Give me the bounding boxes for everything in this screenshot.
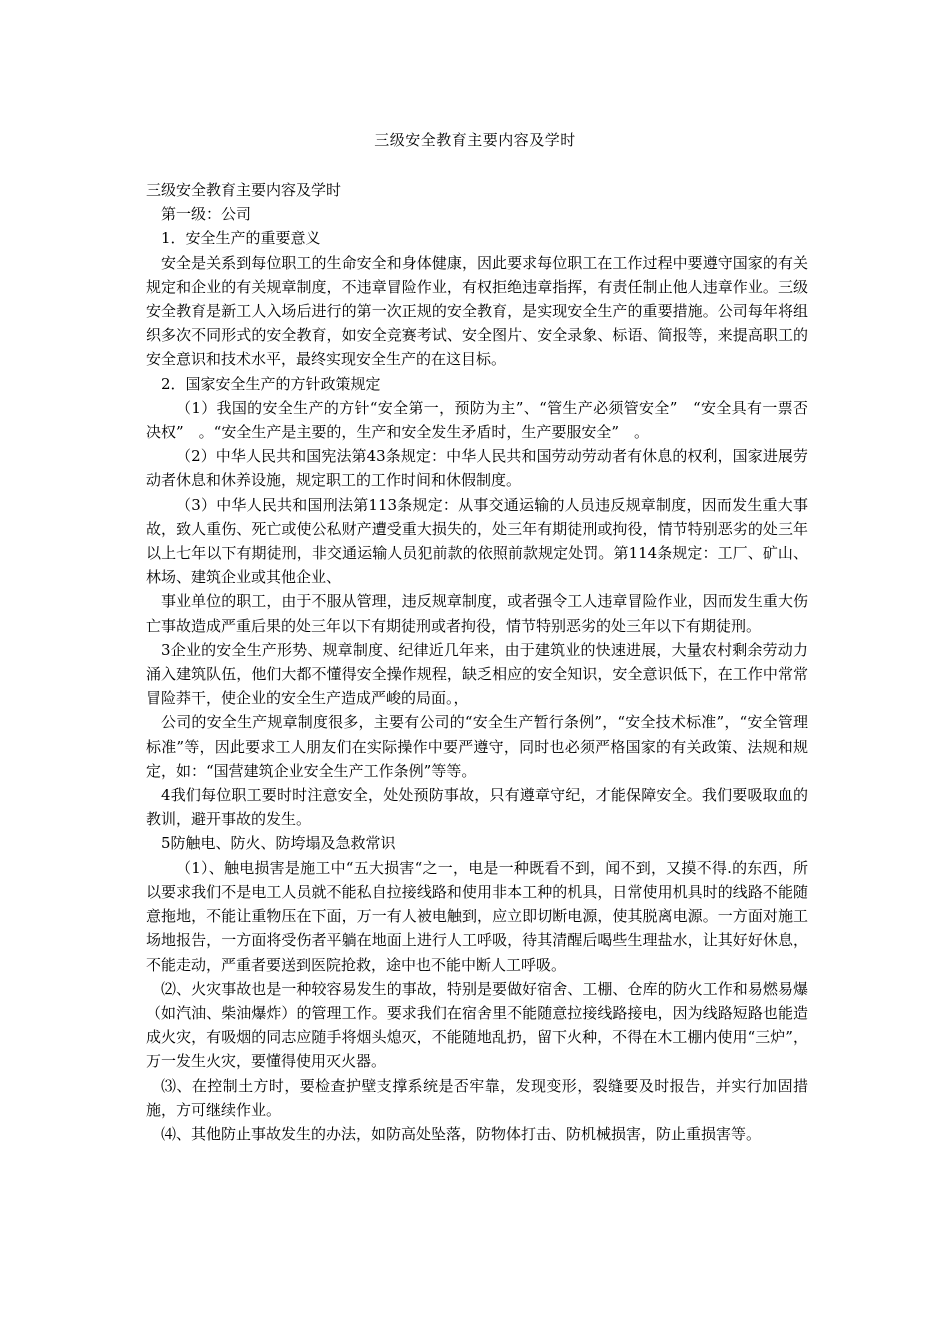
paragraph-policy-2: （2）中华人民共和国宪法第43条规定：中华人民共和国劳动劳动者有休息的权利，国家进展劳动者休息和休养设施，规定职工的工作时间和休假制度。 [146, 447, 808, 490]
paragraph-section-1: 1．安全生产的重要意义 [161, 229, 321, 248]
paragraph-other-prevention: ⑷、其他防止事故发生的办法，如防高处坠落，防物体打击、防机械损害，防止重损害等。 [161, 1124, 762, 1143]
paragraph-policy-3-cont: 事业单位的职工，由于不服从管理，违反规章制度，或者强令工人违章冒险作业，因而发生重大伤亡事故造成严重后果的处三年以下有期徒刑或者拘役，情节特别恶劣的处三年以下有期徒刑。 [146, 592, 808, 635]
paragraph-section-3: 3企业的安全生产形势、规章制度、纪律近几年来，由于建筑业的快速进展，大量农村剩余劳动力涌入建筑队伍，他们大都不懂得安全操作规程，缺乏相应的安全知识，安全意识低下，在工作中常常冒险莽干，使企业的安全生产造成严峻的局面。， [146, 640, 808, 708]
paragraph-level-one: 第一级：公司 [161, 205, 252, 224]
document-title: 三级安全教育主要内容及学时 [374, 131, 576, 149]
paragraph-heading: 三级安全教育主要内容及学时 [146, 181, 342, 199]
paragraph-fire: ⑵、火灾事故也是一种较容易发生的事故，特别是要做好宿舍、工棚、仓库的防火工作和易燃易爆（如汽油、柴油爆炸）的管理工作。要求我们在宿舍里不能随意拉接线路接电，因为线路短路也能造成火灾，有吸烟的同志应随手将烟头熄灭，不能随地乱扔，留下火种，不得在木工棚内使用“三炉”，万一发生火灾，要懂得使用灭火器。 [146, 979, 808, 1071]
document-body [146, 178, 808, 1146]
paragraph-electric-shock: （1）、触电损害是施工中“五大损害“之一，电是一种既看不到，闻不到，又摸不得.的东西，所以要求我们不是电工人员就不能私自拉接线路和使用非本工种的机具，日常使用机具时的线路不能随意拖地，不能让重物压在下面，万一有人被电触到，应立即切断电源，使其脱离电源。一方面对施工场地报告，一方面将受伤者平躺在地面上进行人工呼吸，待其清醒后喝些生理盐水，让其好好休息，不能走动，严重者要送到医院抢救，途中也不能中断人工呼吸。 [146, 858, 808, 974]
paragraph-section-2: 2．国家安全生产的方针政策规定 [161, 374, 381, 393]
paragraph-safety-importance: 安全是关系到每位职工的生命安全和身体健康，因此要求每位职工在工作过程中要遵守国家的有关规定和企业的有关规章制度，不违章冒险作业，有权拒绝违章指挥，有责任制止他人违章作业。三级安全教育是新工人入场后进行的第一次正规的安全教育，是实现安全生产的重要措施。公司每年将组织多次不同形式的安全教育，如安全竞赛考试、安全图片、安全录象、标语、简报等，来提高职工的安全意识和技术水平，最终实现安全生产的在这目标。 [146, 253, 808, 369]
paragraph-policy-3: （3）中华人民共和国刑法第113条规定：从事交通运输的人员违反规章制度，因而发生重大事故，致人重伤、死亡或使公私财产遭受重大损失的，处三年有期徒刑或拘役，情节特别恶劣的处三年以上七年以下有期徒刑，非交通运输人员犯前款的依照前款规定处罚。第114条规定：工厂、矿山、林场、建筑企业或其他企业、 [146, 495, 808, 587]
paragraph-section-5: 5防触电、防火、防垮塌及急救常识 [161, 834, 396, 853]
paragraph-section-4: 4我们每位职工要时时注意安全，处处预防事故，只有遵章守纪，才能保障安全。我们要吸取血的教训，避开事故的发生。 [146, 786, 808, 829]
paragraph-company-rules: 公司的安全生产规章制度很多，主要有公司的“安全生产暂行条例”，“安全技术标准”，“安全管理标准”等，因此要求工人朋友们在实际操作中要严遵守，同时也必须严格国家的有关政策、法规和规定，如：“国营建筑企业安全生产工作条例”等等。 [146, 713, 808, 780]
paragraph-earthwork: ⑶、在控制土方时，要检查护壁支撑系统是否牢靠，发现变形，裂缝要及时报告，并实行加固措施，方可继续作业。 [146, 1076, 808, 1119]
paragraph-policy-1: （1）我国的安全生产的方针“安全第一，预防为主”、“管生产必须管安全” “安全具有一票否决权” 。“安全生产是主要的，生产和安全发生矛盾时，生产要服安全” 。 [146, 398, 808, 442]
